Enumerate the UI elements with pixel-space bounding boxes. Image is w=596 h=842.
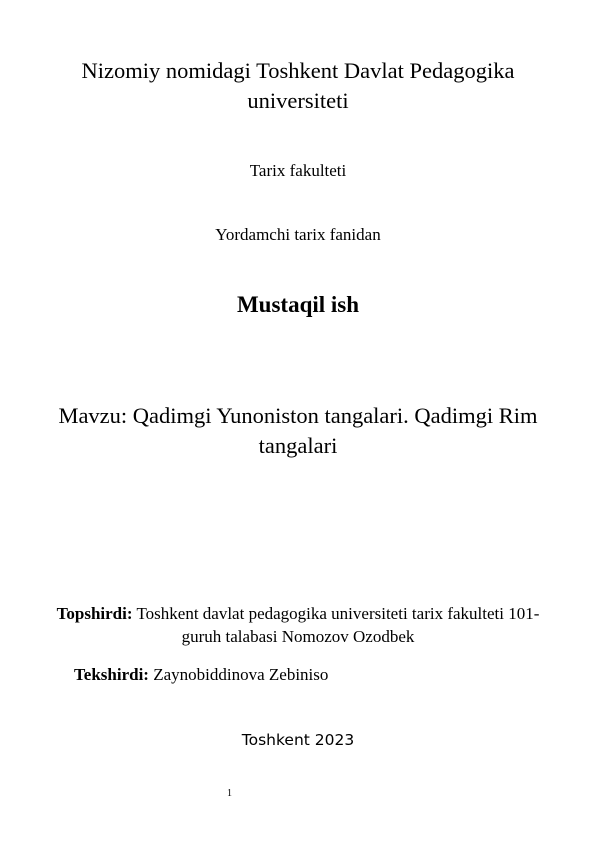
work-type-title: Mustaqil ish [236, 292, 360, 317]
submitted-by-text: Toshkent davlat pedagogika universiteti tarix fakulteti 101-guruh talabasi Nomozov Ozodbek [132, 604, 540, 646]
checked-by-block [74, 663, 328, 686]
subject-name: Yordamchi tarix fanidan [215, 225, 381, 244]
submitted-by-block [56, 602, 540, 648]
submitted-label: Topshirdi: [56, 604, 133, 623]
faculty-name: Tarix fakulteti [249, 161, 347, 180]
city-year: Toshkent 2023 [241, 731, 355, 749]
checked-by-text: Zaynobiddinova Zebiniso [148, 665, 329, 684]
checked-label: Tekshirdi: [74, 665, 149, 684]
university-name: Nizomiy nomidagi Toshkent Davlat Pedagogika universiteti [81, 58, 515, 113]
topic-title: Mavzu: Qadimgi Yunoniston tangalari. Qadimgi Rim tangalari [58, 403, 538, 458]
page-number: 1 [227, 788, 232, 799]
